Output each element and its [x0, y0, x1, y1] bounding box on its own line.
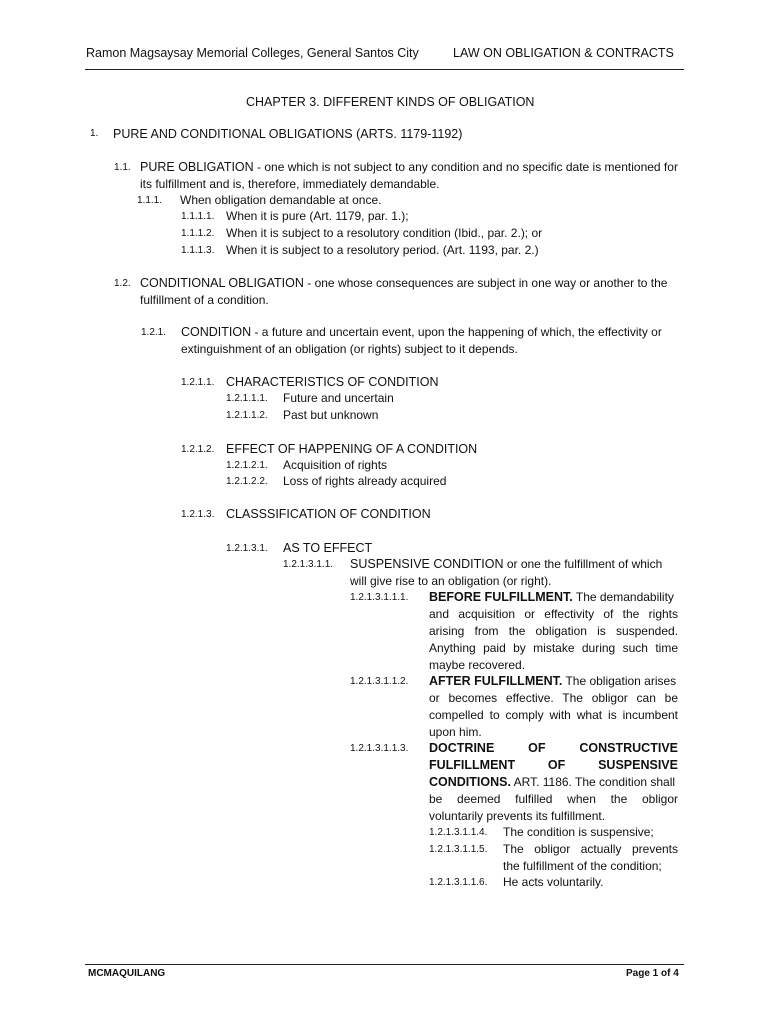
condition-def-line1: CONDITION - a future and uncertain event, upon the happening of which, the effectivity or [181, 325, 662, 339]
suspensive-line2: will give rise to an obligation (or right). [350, 574, 552, 588]
before-line3: arising from the obligation is suspended. [429, 624, 678, 638]
footer-author: MCMAQUILANG [88, 968, 166, 979]
doctrine-line4: be deemed fulfilled when the obligor [429, 792, 678, 806]
doctrine-item-text: He acts voluntarily. [503, 875, 604, 889]
list-item-number: 1.2.1.1.1. [226, 393, 268, 404]
pure-obligation-term: PURE OBLIGATION [140, 160, 254, 174]
before-term: BEFORE FULFILLMENT. [429, 590, 573, 604]
list-item-text: Acquisition of rights [283, 458, 388, 472]
footer-divider [85, 964, 684, 965]
before-line4: Anything paid by mistake during such time [429, 641, 678, 655]
section-1-2-1-number: 1.2.1. [141, 327, 167, 338]
after-line4: upon him. [429, 725, 482, 739]
section-1-2-1-1-number: 1.2.1.1. [181, 377, 215, 388]
pure-obligation-def-line1: PURE OBLIGATION - one which is not subject to any condition and no specific date is mentioned for [140, 160, 678, 174]
section-1-2-1-3-number: 1.2.1.3. [181, 509, 215, 520]
section-1-1-1-text: When obligation demandable at once. [180, 193, 382, 207]
after-fulfillment-number: 1.2.1.3.1.1.2. [350, 676, 409, 687]
section-1-title: PURE AND CONDITIONAL OBLIGATIONS (ARTS. 1179-1192) [113, 127, 463, 141]
doctrine-item-number: 1.2.1.3.1.1.6. [429, 877, 488, 888]
list-item-text: When it is subject to a resolutory period. (Art. 1193, par. 2.) [226, 243, 539, 257]
doctrine-item-continuation: the fulfillment of the condition; [503, 859, 662, 873]
conditional-obligation-term: CONDITIONAL OBLIGATION [140, 276, 304, 290]
chapter-title: CHAPTER 3. DIFFERENT KINDS OF OBLIGATION [246, 95, 535, 109]
suspensive-number: 1.2.1.3.1.1. [283, 559, 334, 570]
characteristics-heading: CHARACTERISTICS OF CONDITION [226, 375, 439, 389]
pure-obligation-def-line2: its fulfillment and is, therefore, immediately demandable. [140, 177, 440, 191]
doctrine-term-line1: DOCTRINE OF CONSTRUCTIVE [429, 741, 678, 755]
list-item-text: When it is subject to a resolutory condition (Ibid., par. 2.); or [226, 226, 543, 240]
section-1-1-1-number: 1.1.1. [137, 195, 163, 206]
doctrine-item-number: 1.2.1.3.1.1.4. [429, 827, 488, 838]
list-item-number: 1.2.1.2.1. [226, 460, 268, 471]
after-line3: compelled to comply with what is incumbent [429, 708, 678, 722]
after-line2: or becomes effective. The obligor can be [429, 691, 678, 705]
doctrine-item-text: The condition is suspensive; [503, 825, 654, 839]
after-line1: AFTER FULFILLMENT. The obligation arises [429, 674, 677, 688]
list-item-text: Past but unknown [283, 408, 379, 422]
doctrine-term-line3: CONDITIONS. [429, 775, 511, 789]
list-item-number: 1.2.1.1.2. [226, 410, 268, 421]
after-term: AFTER FULFILLMENT. [429, 674, 563, 688]
list-item-text: Future and uncertain [283, 391, 394, 405]
list-item-number: 1.1.1.2. [181, 228, 215, 239]
list-item-number: 1.2.1.2.2. [226, 476, 268, 487]
classification-heading: CLASSSIFICATION OF CONDITION [226, 507, 431, 521]
suspensive-line1: SUSPENSIVE CONDITION or one the fulfillment of which [350, 557, 663, 571]
before-line5: maybe recovered. [429, 658, 526, 672]
doctrine-item-number: 1.2.1.3.1.1.5. [429, 844, 488, 855]
effect-heading: EFFECT OF HAPPENING OF A CONDITION [226, 442, 478, 456]
list-item-number: 1.1.1.1. [181, 211, 215, 222]
conditional-obligation-def-line1: CONDITIONAL OBLIGATION - one whose consequences are subject in one way or another to the [140, 276, 668, 290]
list-item-text: When it is pure (Art. 1179, par. 1.); [226, 209, 409, 223]
before-fulfillment-number: 1.2.1.3.1.1.1. [350, 592, 409, 603]
conditional-obligation-def-line2: fulfillment of a condition. [140, 293, 269, 307]
section-1-2-1-2-number: 1.2.1.2. [181, 444, 215, 455]
header-course: LAW ON OBLIGATION & CONTRACTS [453, 46, 674, 60]
header-divider [85, 69, 684, 70]
suspensive-term: SUSPENSIVE CONDITION [350, 557, 504, 571]
section-1-2-number: 1.2. [114, 278, 131, 289]
before-line2: and acquisition or effectivity of the rights [429, 607, 678, 621]
section-1-2-1-3-1-number: 1.2.1.3.1. [226, 543, 268, 554]
page-number: Page 1 of 4 [626, 968, 679, 979]
doctrine-number: 1.2.1.3.1.1.3. [350, 743, 409, 754]
doctrine-line5: voluntarily prevents its fulfillment. [429, 809, 606, 823]
doctrine-term-line2: FULFILLMENT OF SUSPENSIVE [429, 758, 678, 772]
list-item-text: Loss of rights already acquired [283, 474, 447, 488]
header-institution: Ramon Magsaysay Memorial Colleges, General Santos City [86, 46, 419, 60]
condition-def-line2: extinguishment of an obligation (or rights) subject to it depends. [181, 342, 518, 356]
list-item-number: 1.1.1.3. [181, 245, 215, 256]
section-1-1-number: 1.1. [114, 162, 131, 173]
doctrine-line3: CONDITIONS. ART. 1186. The condition shall [429, 775, 676, 789]
doctrine-item-text: The obligor actually prevents [503, 842, 678, 856]
before-line1: BEFORE FULFILLMENT. The demandability [429, 590, 674, 604]
section-1-number: 1. [90, 128, 99, 139]
as-to-effect-heading: AS TO EFFECT [283, 541, 373, 555]
condition-term: CONDITION [181, 325, 252, 339]
